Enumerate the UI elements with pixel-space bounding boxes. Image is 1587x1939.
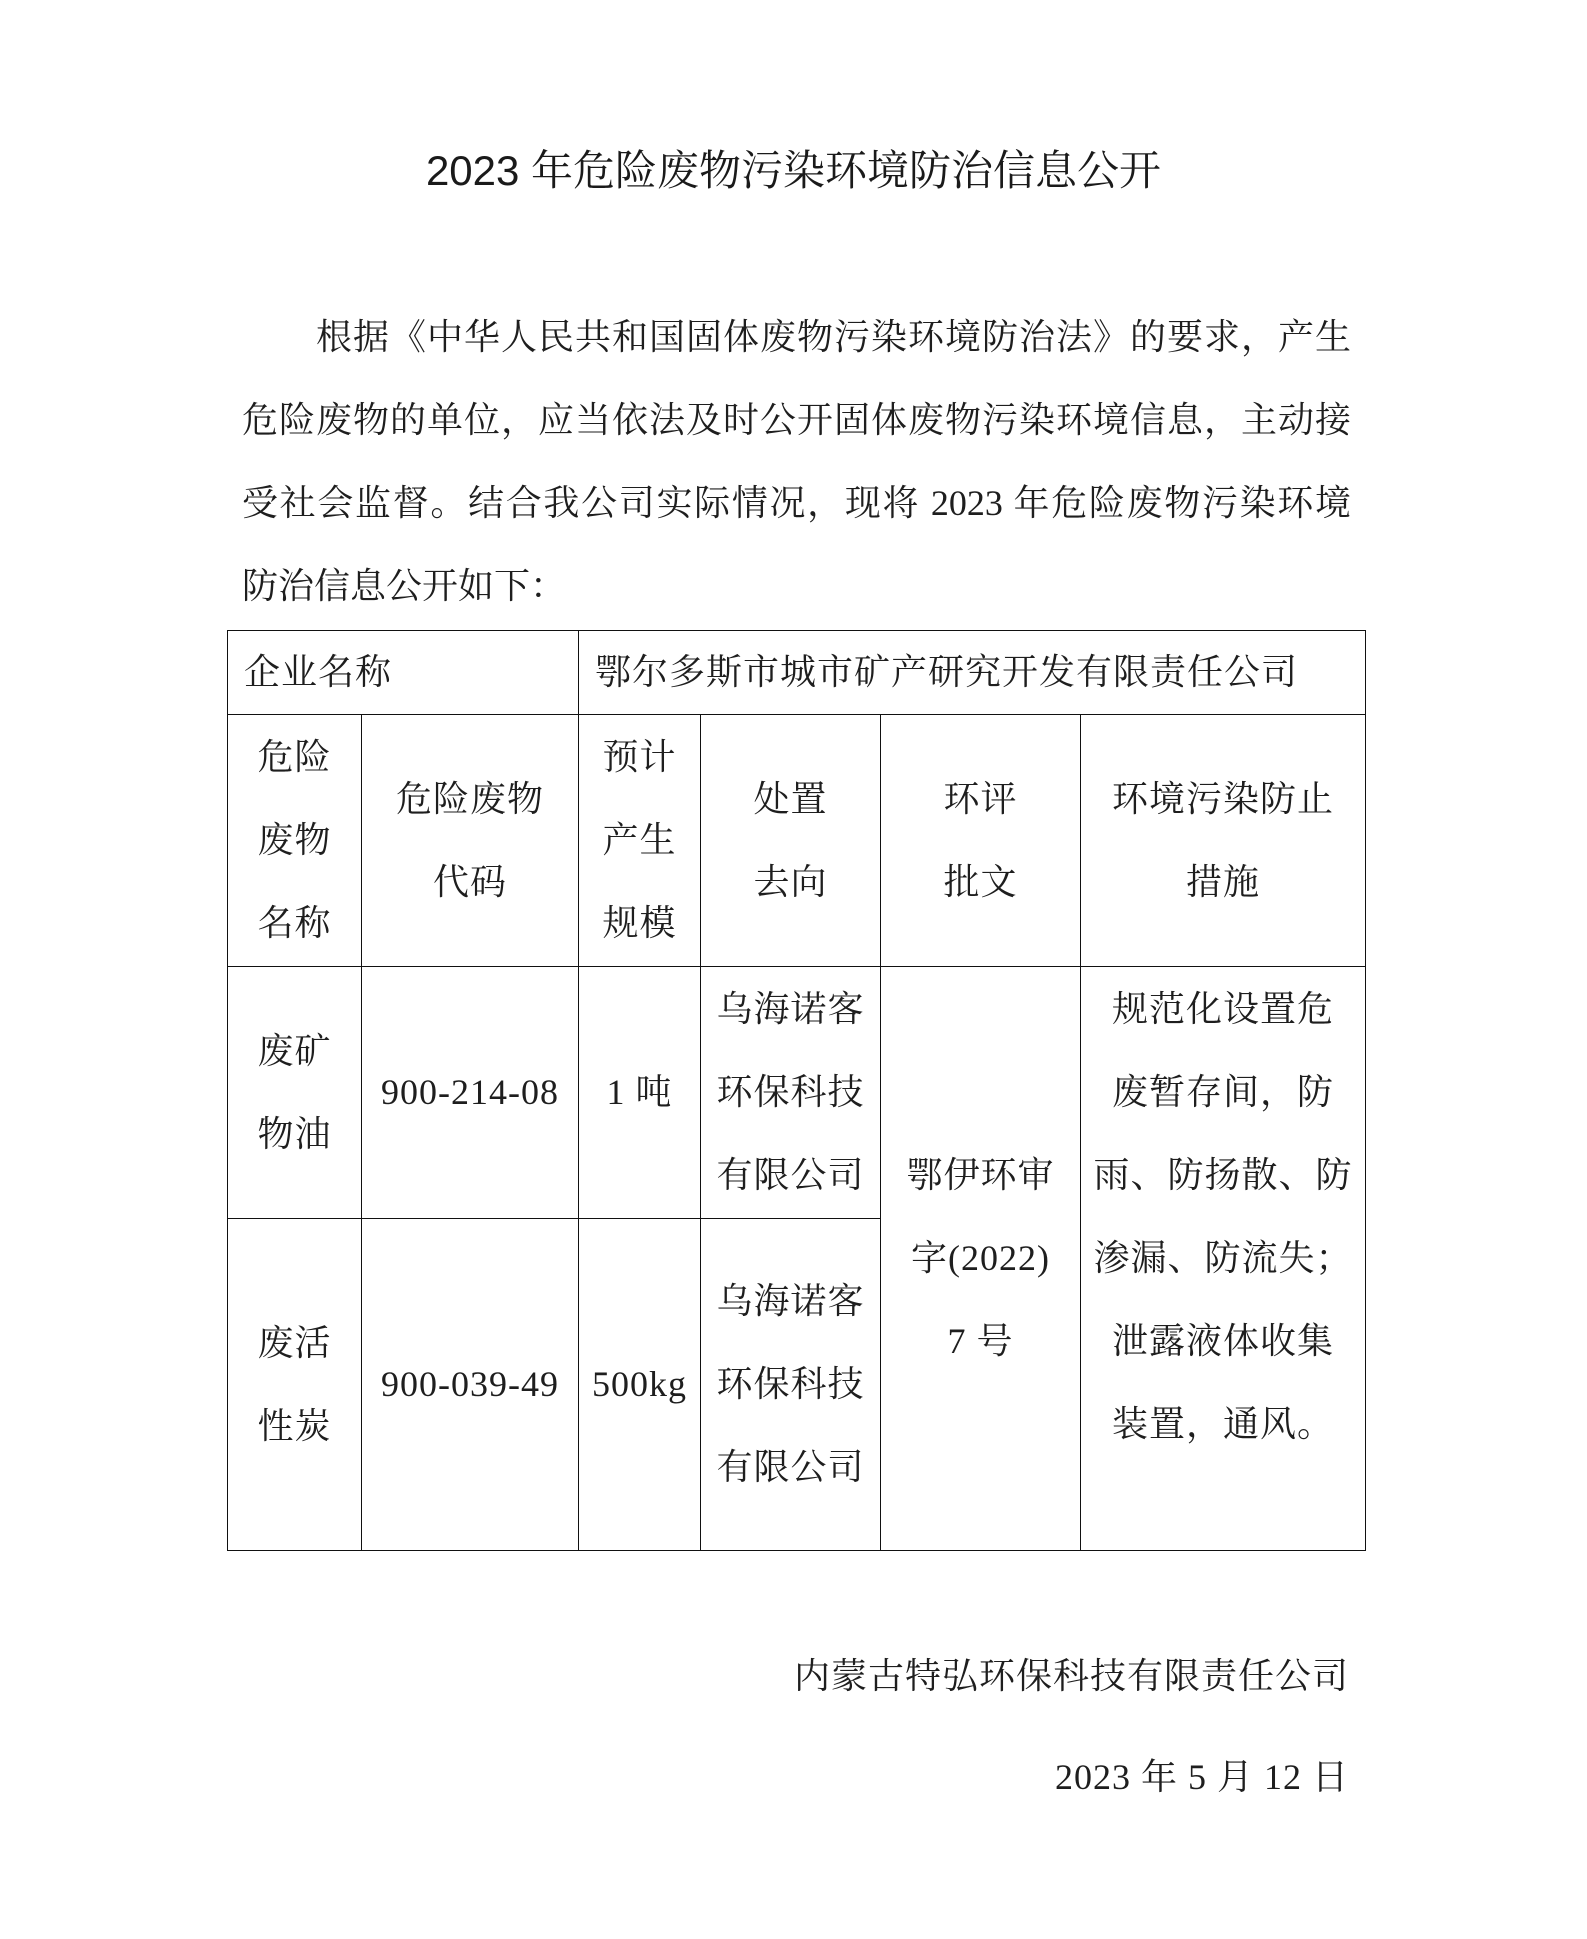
intro-line: 受社会监督。结合我公司实际情况，现将 2023 年危险废物污染环境 bbox=[242, 483, 1351, 523]
disposal-text: 有限公司 bbox=[716, 1155, 865, 1195]
header-row bbox=[228, 715, 1366, 967]
header-text: 处置 bbox=[753, 778, 828, 819]
header-text: 危险废物 bbox=[396, 778, 545, 819]
header-text: 预计 bbox=[602, 737, 677, 777]
company-label: 企业名称 bbox=[244, 652, 393, 692]
header-text: 去向 bbox=[753, 861, 828, 902]
header-text: 批文 bbox=[943, 861, 1018, 902]
measures-text: 废暂存间，防 bbox=[1112, 1072, 1335, 1112]
intro-line: 防治信息公开如下： bbox=[242, 566, 567, 606]
header-text: 措施 bbox=[1186, 861, 1261, 902]
pollution-measures-cell bbox=[1081, 967, 1366, 1551]
header-waste-code bbox=[362, 715, 579, 967]
header-text: 环境污染防止 bbox=[1112, 778, 1335, 819]
disposal-cell bbox=[701, 1219, 881, 1551]
company-name-cell bbox=[579, 631, 1366, 715]
waste-name: 废活 bbox=[257, 1322, 332, 1363]
company-name: 鄂尔多斯市城市矿产研究开发有限责任公司 bbox=[595, 652, 1299, 692]
waste-name: 性炭 bbox=[257, 1405, 332, 1446]
company-row bbox=[228, 631, 1366, 715]
header-disposal bbox=[701, 715, 881, 967]
header-text: 危险 bbox=[257, 737, 332, 777]
eia-approval-text: 鄂伊环审 bbox=[906, 1155, 1055, 1195]
waste-code: 900-039-49 bbox=[381, 1364, 559, 1404]
header-text: 产生 bbox=[602, 820, 677, 860]
header-eia-approval bbox=[881, 715, 1081, 967]
issuing-company: 内蒙古特弘环保科技有限责任公司 bbox=[793, 1656, 1349, 1696]
expected-amount: 500kg bbox=[592, 1364, 688, 1404]
table-row bbox=[228, 967, 1366, 1219]
waste-name: 废矿 bbox=[257, 1030, 332, 1071]
company-label-cell bbox=[228, 631, 579, 715]
intro-line: 根据《中华人民共和国固体废物污染环境防治法》的要求，产生 bbox=[316, 317, 1351, 357]
waste-code-cell bbox=[362, 1219, 579, 1551]
header-text: 名称 bbox=[257, 903, 332, 943]
intro-paragraph bbox=[242, 296, 1351, 628]
header-waste-name bbox=[228, 715, 362, 967]
measures-text: 泄露液体收集 bbox=[1112, 1321, 1335, 1361]
disposal-text: 乌海诺客 bbox=[716, 989, 865, 1029]
issue-date: 2023 年 5 月 12 日 bbox=[1054, 1757, 1349, 1797]
measures-text: 装置，通风。 bbox=[1112, 1404, 1335, 1444]
amount-cell bbox=[579, 1219, 701, 1551]
header-text: 废物 bbox=[257, 820, 332, 860]
disposal-text: 有限公司 bbox=[716, 1447, 865, 1487]
measures-text: 规范化设置危 bbox=[1112, 989, 1335, 1029]
waste-name-cell bbox=[228, 1219, 362, 1551]
header-text: 环评 bbox=[943, 778, 1018, 819]
waste-code: 900-214-08 bbox=[381, 1072, 559, 1112]
disposal-text: 环保科技 bbox=[716, 1072, 865, 1112]
waste-name: 物油 bbox=[257, 1113, 332, 1154]
header-text: 规模 bbox=[602, 903, 677, 943]
document-title: 2023 年危险废物污染环境防治信息公开 bbox=[425, 147, 1162, 194]
intro-line: 危险废物的单位，应当依法及时公开固体废物污染环境信息，主动接 bbox=[242, 400, 1351, 440]
eia-approval-cell bbox=[881, 967, 1081, 1551]
disposal-cell bbox=[701, 967, 881, 1219]
eia-approval-text: 7 号 bbox=[947, 1321, 1014, 1361]
header-pollution-measures bbox=[1081, 715, 1366, 967]
waste-name-cell bbox=[228, 967, 362, 1219]
measures-text: 雨、防扬散、防 bbox=[1093, 1155, 1353, 1195]
header-expected-amount bbox=[579, 715, 701, 967]
header-text: 代码 bbox=[433, 861, 508, 902]
disposal-text: 乌海诺客 bbox=[716, 1281, 865, 1321]
eia-approval-text: 字(2022) bbox=[911, 1238, 1050, 1278]
expected-amount: 1 吨 bbox=[606, 1072, 673, 1112]
waste-code-cell bbox=[362, 967, 579, 1219]
hazardous-waste-table bbox=[227, 630, 1366, 1551]
measures-text: 渗漏、防流失； bbox=[1093, 1238, 1353, 1278]
disposal-text: 环保科技 bbox=[716, 1364, 865, 1404]
amount-cell bbox=[579, 967, 701, 1219]
